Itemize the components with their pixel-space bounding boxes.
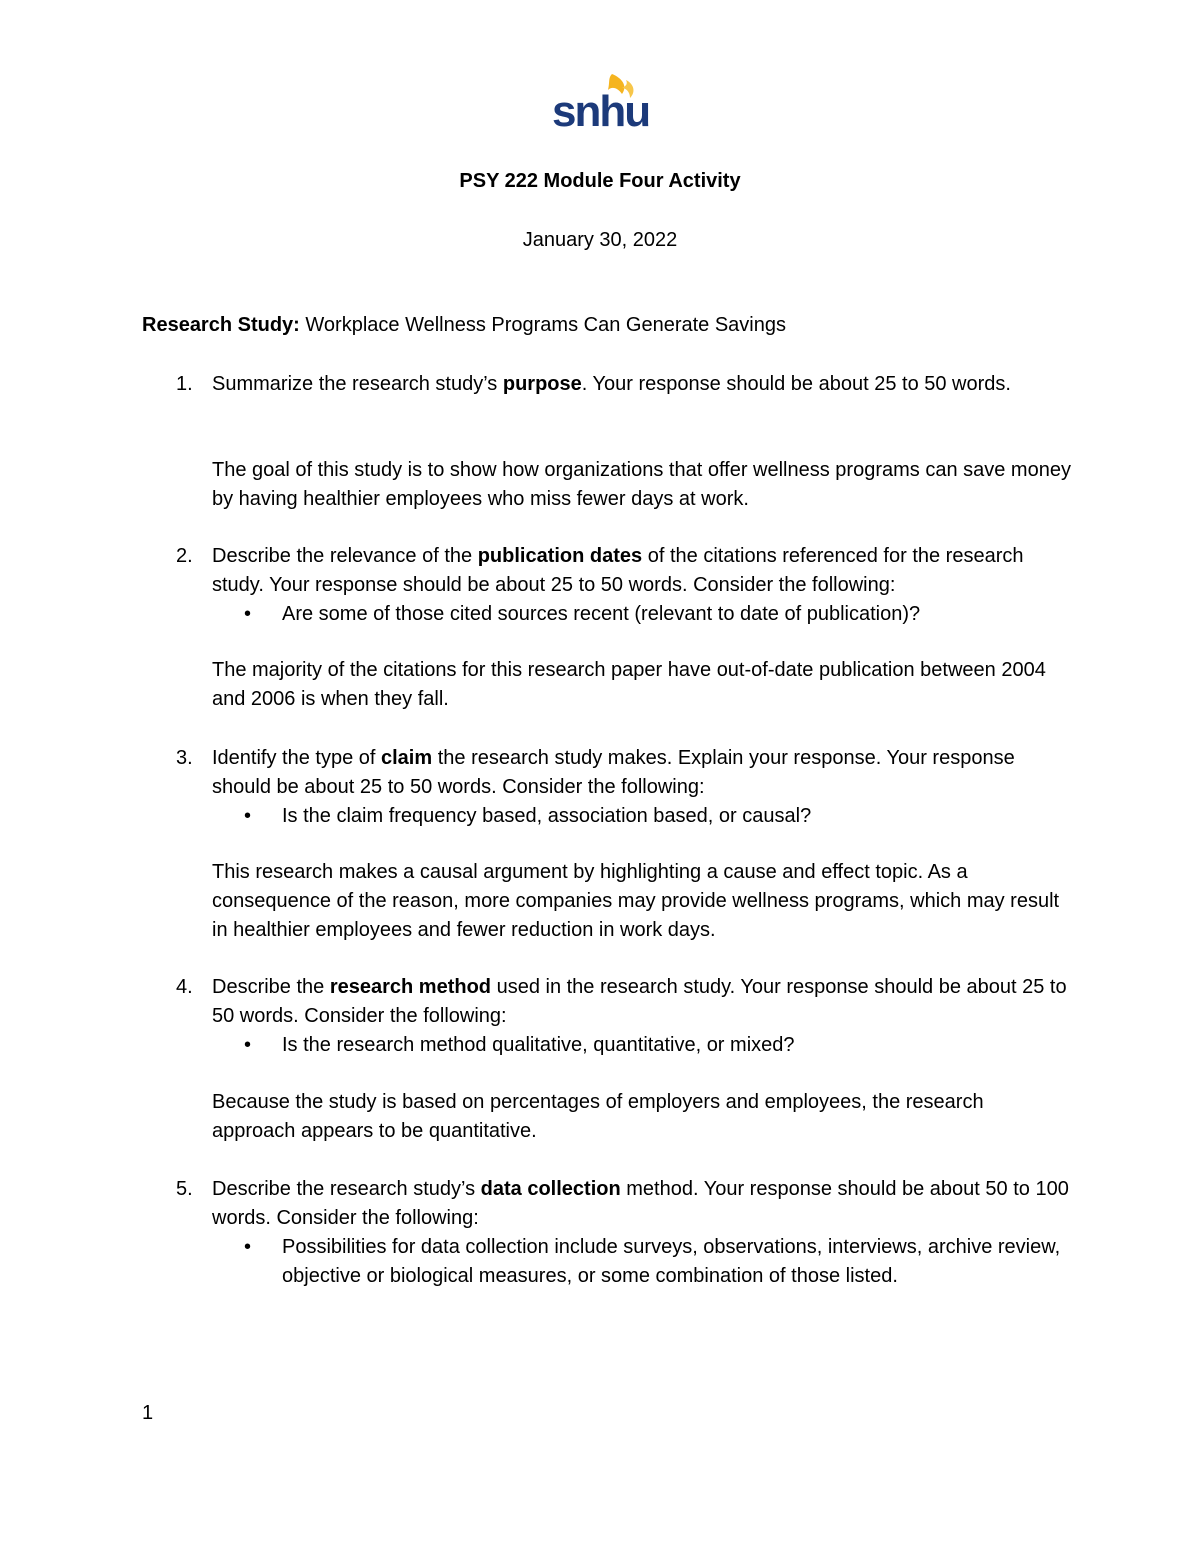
- bullet-item: • Is the claim frequency based, association based, or causal?: [212, 802, 1072, 831]
- snhu-logo: [552, 72, 650, 136]
- bullet-icon: •: [244, 1236, 252, 1258]
- question-text: Describe the research method used in the research study. Your response should be about 25 to 50 words. Consider the following: • Is the research method qualitative, quantitative, or mixed?: [212, 973, 1072, 1060]
- answer-4: Because the study is based on percentages of employers and employees, the research approach appears to be quantitative.: [212, 1091, 984, 1142]
- logo-text: snhu: [552, 87, 650, 136]
- page-number: 1: [142, 1402, 154, 1424]
- question-number: 3.: [176, 747, 193, 769]
- document-title: PSY 222 Module Four Activity: [459, 170, 741, 192]
- answer-3: This research makes a causal argument by highlighting a cause and effect topic. As a consequence of the reason, more companies may provide wellness programs, which may result in healthier employees and fewer reduction in work days.: [212, 861, 1060, 941]
- question-keyword: data collection: [480, 1178, 621, 1200]
- question-number: 2.: [176, 545, 193, 567]
- research-study-line: [142, 314, 786, 337]
- answer-1: The goal of this study is to show how organizations that offer wellness programs can save money by having healthier employees who miss fewer days at work.: [212, 459, 1071, 510]
- answer-2: The majority of the citations for this research paper have out-of-date publication between 2004 and 2006 is when they fall.: [212, 659, 1046, 710]
- bullet-item: • Are some of those cited sources recent (relevant to date of publication)?: [212, 600, 1072, 629]
- question-number: 5.: [176, 1178, 193, 1200]
- question-keyword: purpose: [502, 373, 582, 395]
- question-2: [142, 542, 1072, 629]
- question-text: Describe the relevance of the publication dates of the citations referenced for the research study. Your response should be about 25 to 50 words. Consider the following: • Are some of those cited sources recent (relevant to date of publication)?: [212, 542, 1072, 629]
- question-text: Summarize the research study’s purpose. Your response should be about 25 to 50 words.: [212, 373, 1011, 395]
- question-keyword: claim: [381, 747, 433, 769]
- bullet-item: • Possibilities for data collection include surveys, observations, interviews, archive review, objective or biological measures, or some combination of those listed.: [212, 1233, 1072, 1291]
- question-keyword: research method: [329, 976, 492, 998]
- question-5: [142, 1175, 1072, 1291]
- bullet-icon: •: [244, 805, 252, 827]
- document-date: January 30, 2022: [522, 229, 678, 251]
- bullet-icon: •: [244, 603, 252, 625]
- question-number: 4.: [176, 976, 193, 998]
- bullet-item: • Is the research method qualitative, quantitative, or mixed?: [212, 1031, 1072, 1060]
- question-number: 1.: [176, 373, 193, 395]
- question-3: [142, 744, 1072, 831]
- question-4: [142, 973, 1072, 1060]
- research-study-label: Research Study:: [142, 314, 300, 336]
- bullet-icon: •: [244, 1034, 252, 1056]
- question-text: Describe the research study’s data collection method. Your response should be about 50 to 100 words. Consider the following: • Possibilities for data collection include surveys, observations, interviews, archive review, objective or biological measures, or some combination of those listed.: [212, 1175, 1072, 1291]
- question-keyword: publication dates: [477, 545, 643, 567]
- question-text: Identify the type of claim the research study makes. Explain your response. Your response should be about 25 to 50 words. Consider the following: • Is the claim frequency based, association based, or causal?: [212, 744, 1072, 831]
- research-study-text: Workplace Wellness Programs Can Generate Savings: [299, 314, 786, 336]
- question-1: [142, 370, 1072, 399]
